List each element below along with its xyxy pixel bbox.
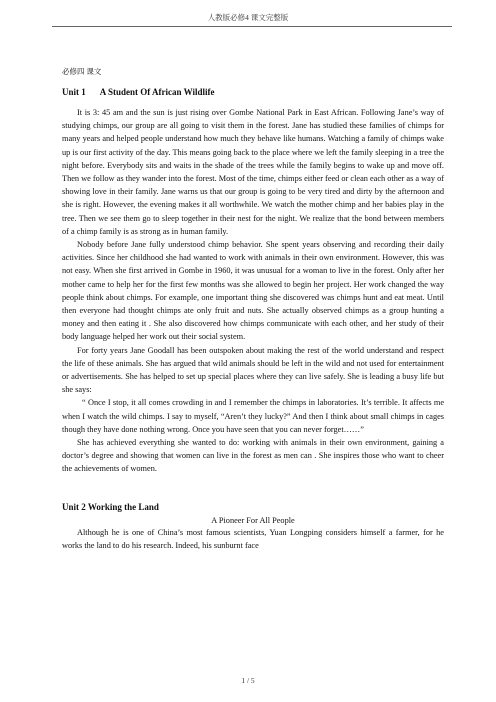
unit1-paragraph-1: It is 3: 45 am and the sun is just rising over Gombe National Park in East African. Following Jane’s way of studying chimps, our group are all going to visit them in the forest. Jane has studied these families of chimps for many years and helped people understand how much they behave like humans. Watching a family of chimps wake up is our first activity of the day. This means going back to the place where we left the family sleeping in a tree the night before. Everybody sits and waits in the shade of the trees while the family begins to wake up and move off. Then we follow as they wander into the forest. Most of the time, chimps either feed or clean each other as a way of showing love in their family. Jane warns us that our group is going to be very tired and dirty by the afternoon and she is right. However, the evening makes it all worthwhile. We watch the mother chimp and her babies play in the tree. Then we see them go to sleep together in their nest for the night. We realize that the bond between members of a chimp family is as strong as in human family. — [62, 108, 444, 236]
unit1-title: A Student Of African Wildlife — [99, 87, 215, 97]
page-header: 人教版必修4 课文完整版 — [207, 13, 289, 22]
unit1-paragraph-3: For forty years Jane Goodall has been outspoken about making the rest of the world understand and respect the life of these animals. She has argued that wild animals should be left in the wild and not used for entertainment or advertisements. She has helped to set up special places where they can live safely. She is leading a busy life but she says: — [62, 345, 444, 395]
unit1-heading — [62, 87, 444, 97]
unit1-quote: “ Once I stop, it all comes crowding in and I remember the chimps in laboratories. It’s terrible. It affects me when I watch the wild chimps. I say to myself, “Aren’t they lucky?” And then I think about small chimps in cages though they have done nothing wrong. Once you have seen that you can never forget……” — [62, 398, 444, 434]
unit1-paragraph-5: She has achieved everything she wanted to do: working with animals in their own environment, gaining a doctor’s degree and showing that women can live in the forest as men can . She inspires those who want to cheer the achievements of women. — [62, 438, 444, 474]
unit1-number: Unit 1 — [62, 87, 86, 97]
section-spacer — [62, 476, 444, 502]
course-label: 必修四 课文 — [62, 67, 102, 76]
unit2-subtitle: A Pioneer For All People — [211, 515, 295, 525]
unit1-paragraph-2: Nobody before Jane fully understood chimp behavior. She spent years observing and recording their daily activities. Since her childhood she had wanted to work with animals in their own environment. However, this was not easy. When she first arrived in Gombe in 1960, it was unusual for a woman to live in the forest. Only after her mother came to help her for the first few months was she allowed to begin her project. Her work changed the way people think about chimps. For example, one important thing she discovered was chimps hunt and eat meat. Until then everyone had thought chimps ate only fruit and nuts. She actually observed chimps as a group hunting a money and then eating it . She also discovered how chimps communicate with each other, and her study of their body language helped her work out their social system. — [62, 240, 444, 342]
header-divider — [52, 26, 452, 27]
unit2-paragraph-1: Although he is one of China’s most famous scientists, Yuan Longping considers himself a farmer, for he works the land to do his research. Indeed, his sunburnt face — [62, 527, 444, 550]
unit2-heading: Unit 2 Working the Land — [62, 501, 159, 512]
document-body — [62, 66, 444, 552]
page-number: 1 / 5 — [241, 676, 255, 685]
